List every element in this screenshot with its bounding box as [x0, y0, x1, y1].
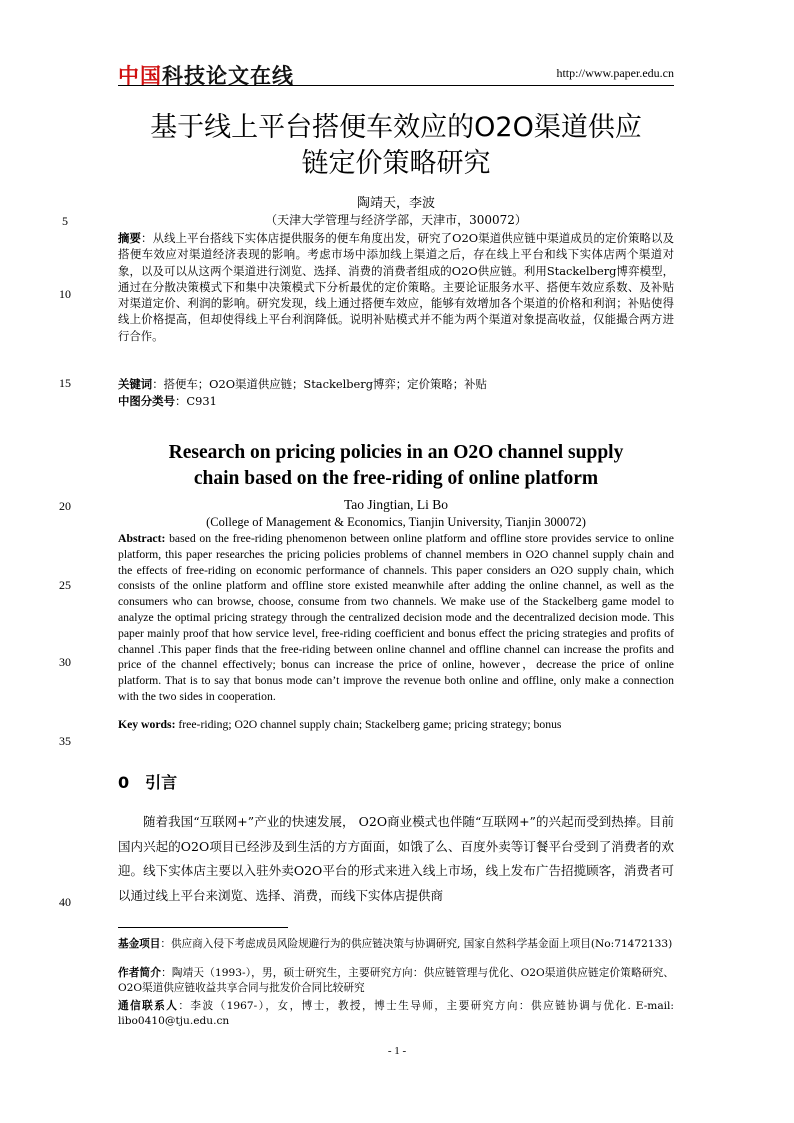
line-number: 5 — [62, 214, 68, 228]
footnote-fund — [118, 937, 674, 952]
keywords-en-text: free-riding; O2O channel supply chain; Stackelberg game; pricing strategy; bonus — [175, 718, 562, 731]
footnote-rule — [118, 927, 288, 928]
abstract-en-label: Abstract: — [118, 532, 166, 545]
abstract-en — [118, 531, 674, 705]
intro-paragraph: 随着我国“互联网+”产业的快速发展， O2O商业模式也伴随“互联网+”的兴起而受到热捧。目前国内兴起的O2O项目已经涉及到生活的方方面面，如饿了么、百度外卖等订餐平台受到了消费者的欢迎。线下实体店主要以入驻外卖O2O平台的形式来进入线上市场，线上发布广告招揽顾客，消费者可以通过线上平台来浏览、选择、消费，而线下实体店提供商 — [118, 814, 674, 903]
abstract-cn-text: ：从线上平台搭线下实体店提供服务的便车角度出发，研究了O2O渠道供应链中渠道成员的定价策略以及搭便车效应对渠道经济表现的影响。考虑市场中添加线上渠道之后，存在线上平台和线下实体店两个渠道对象，以及可以从这两个渠道进行浏览、选择、消费的消费者组成的O2O供应链。利用Stackelberg博弈模型，通过在分散决策模式下和集中决策模式下分析最优的定价策略。主要论证服务水平、搭便车效应系数、及补贴对渠道定价、利润的影响。研究发现，线上通过搭便车效应，能够有效增加各个渠道的价格和利润；补贴使得线上价格提高，但却使得线上平台利润降低。说明补贴模式并不能为两个渠道对象提高收益，仅能撮合两方进行合作。 — [118, 231, 674, 343]
authors-en: Tao Jingtian, Li Bo — [343, 497, 449, 512]
line-number: 35 — [59, 734, 71, 748]
footnote-author-label: 作者简介 — [118, 967, 162, 979]
logo-black-text: 科技论文在线 — [162, 64, 294, 88]
title-cn-line2: 链定价策略研究 — [301, 148, 491, 179]
footnote-contact-text: ：李波（1967-），女，博士，教授，博士生导师，主要研究方向：供应链协调与优化. E-mail: libo0410@tju.edu.cn — [118, 1000, 674, 1027]
title-en-line2: chain based on the free-riding of online platform — [193, 468, 599, 489]
footnote-contact — [118, 999, 674, 1028]
line-number: 30 — [59, 655, 71, 669]
keywords-en-label: Key words: — [118, 718, 176, 731]
authors-cn: 陶靖天，李波 — [356, 196, 435, 211]
title-en-line1: Research on pricing policies in an O2O channel supply — [168, 442, 624, 463]
footnote-fund-text: ：供应商入侵下考虑成员风险规避行为的供应链决策与协调研究, 国家自然科学基金面上项目(No:71472133) — [160, 938, 673, 950]
section-heading — [118, 770, 177, 793]
title-cn-line1: 基于线上平台搭便车效应的O2O渠道供应 — [150, 112, 642, 143]
footnote-author — [118, 966, 674, 995]
abstract-cn-label: 摘要 — [118, 231, 142, 245]
section-title: 引言 — [145, 773, 178, 792]
line-number: 10 — [59, 287, 71, 301]
header-url[interactable]: http://www.paper.edu.cn — [556, 66, 674, 80]
line-number: 25 — [59, 578, 71, 592]
keywords-cn-label: 关键词 — [118, 377, 153, 391]
keywords-cn — [118, 376, 674, 392]
keywords-en — [118, 717, 674, 733]
abstract-en-text: based on the free-riding phenomenon between online platform and offline store provides service to online platform, this paper researches the pricing policies problems of channel members in O2O channel supply chain and the effects of free-riding on economic performance of channels. This paper considers an O2O supply chain, which consists of the online platform and offline store existed meanwhile after adding the online channel, as well as the consumers who can browse, choose, consume from two channels. We make use of the Stackelberg game model to analyze the optimal pricing strategy through the centralized decision mode and the decentralized decision mode. This paper mainly proof that how service level, free-riding coefficient and bonus effect the pricing strategies and profits of channel .This paper finds that the free-riding between online channel and offline channel can increase the profits and price of the channel effectively; bonus can increase the price of online, however，decrease the price of online platform. That is to say that bonus mode can’t improve the revenue both online and offline, only make a connection with the two sides in cooperation. — [118, 532, 674, 703]
clc-cn-label: 中图分类号 — [118, 394, 175, 408]
footnote-fund-label: 基金项目 — [118, 938, 161, 950]
page-number: - 1 - — [387, 1045, 407, 1057]
line-number: 15 — [59, 376, 71, 390]
header-rule — [118, 85, 674, 86]
line-number: 40 — [59, 895, 71, 909]
affiliation-cn: （天津大学管理与经济学部，天津市，300072） — [265, 213, 527, 227]
footnote-contact-label: 通信联系人 — [118, 1000, 179, 1012]
abstract-cn — [118, 230, 674, 344]
line-number: 20 — [59, 499, 71, 513]
section-number: 0 — [118, 773, 130, 792]
logo-red-text: 中国 — [118, 64, 162, 88]
footnote-author-text: ：陶靖天（1993-），男，硕士研究生，主要研究方向：供应链管理与优化、O2O渠道供应链定价策略研究、O2O渠道供应链收益共享合同与批发价合同比较研究 — [118, 967, 674, 994]
clc-cn — [118, 393, 674, 409]
affiliation-en: (College of Management & Economics, Tianjin University, Tianjin 300072) — [206, 515, 586, 529]
keywords-cn-text: ：搭便车；O2O渠道供应链；Stackelberg博弈；定价策略；补贴 — [152, 377, 487, 391]
clc-cn-text: ：C931 — [174, 394, 217, 408]
